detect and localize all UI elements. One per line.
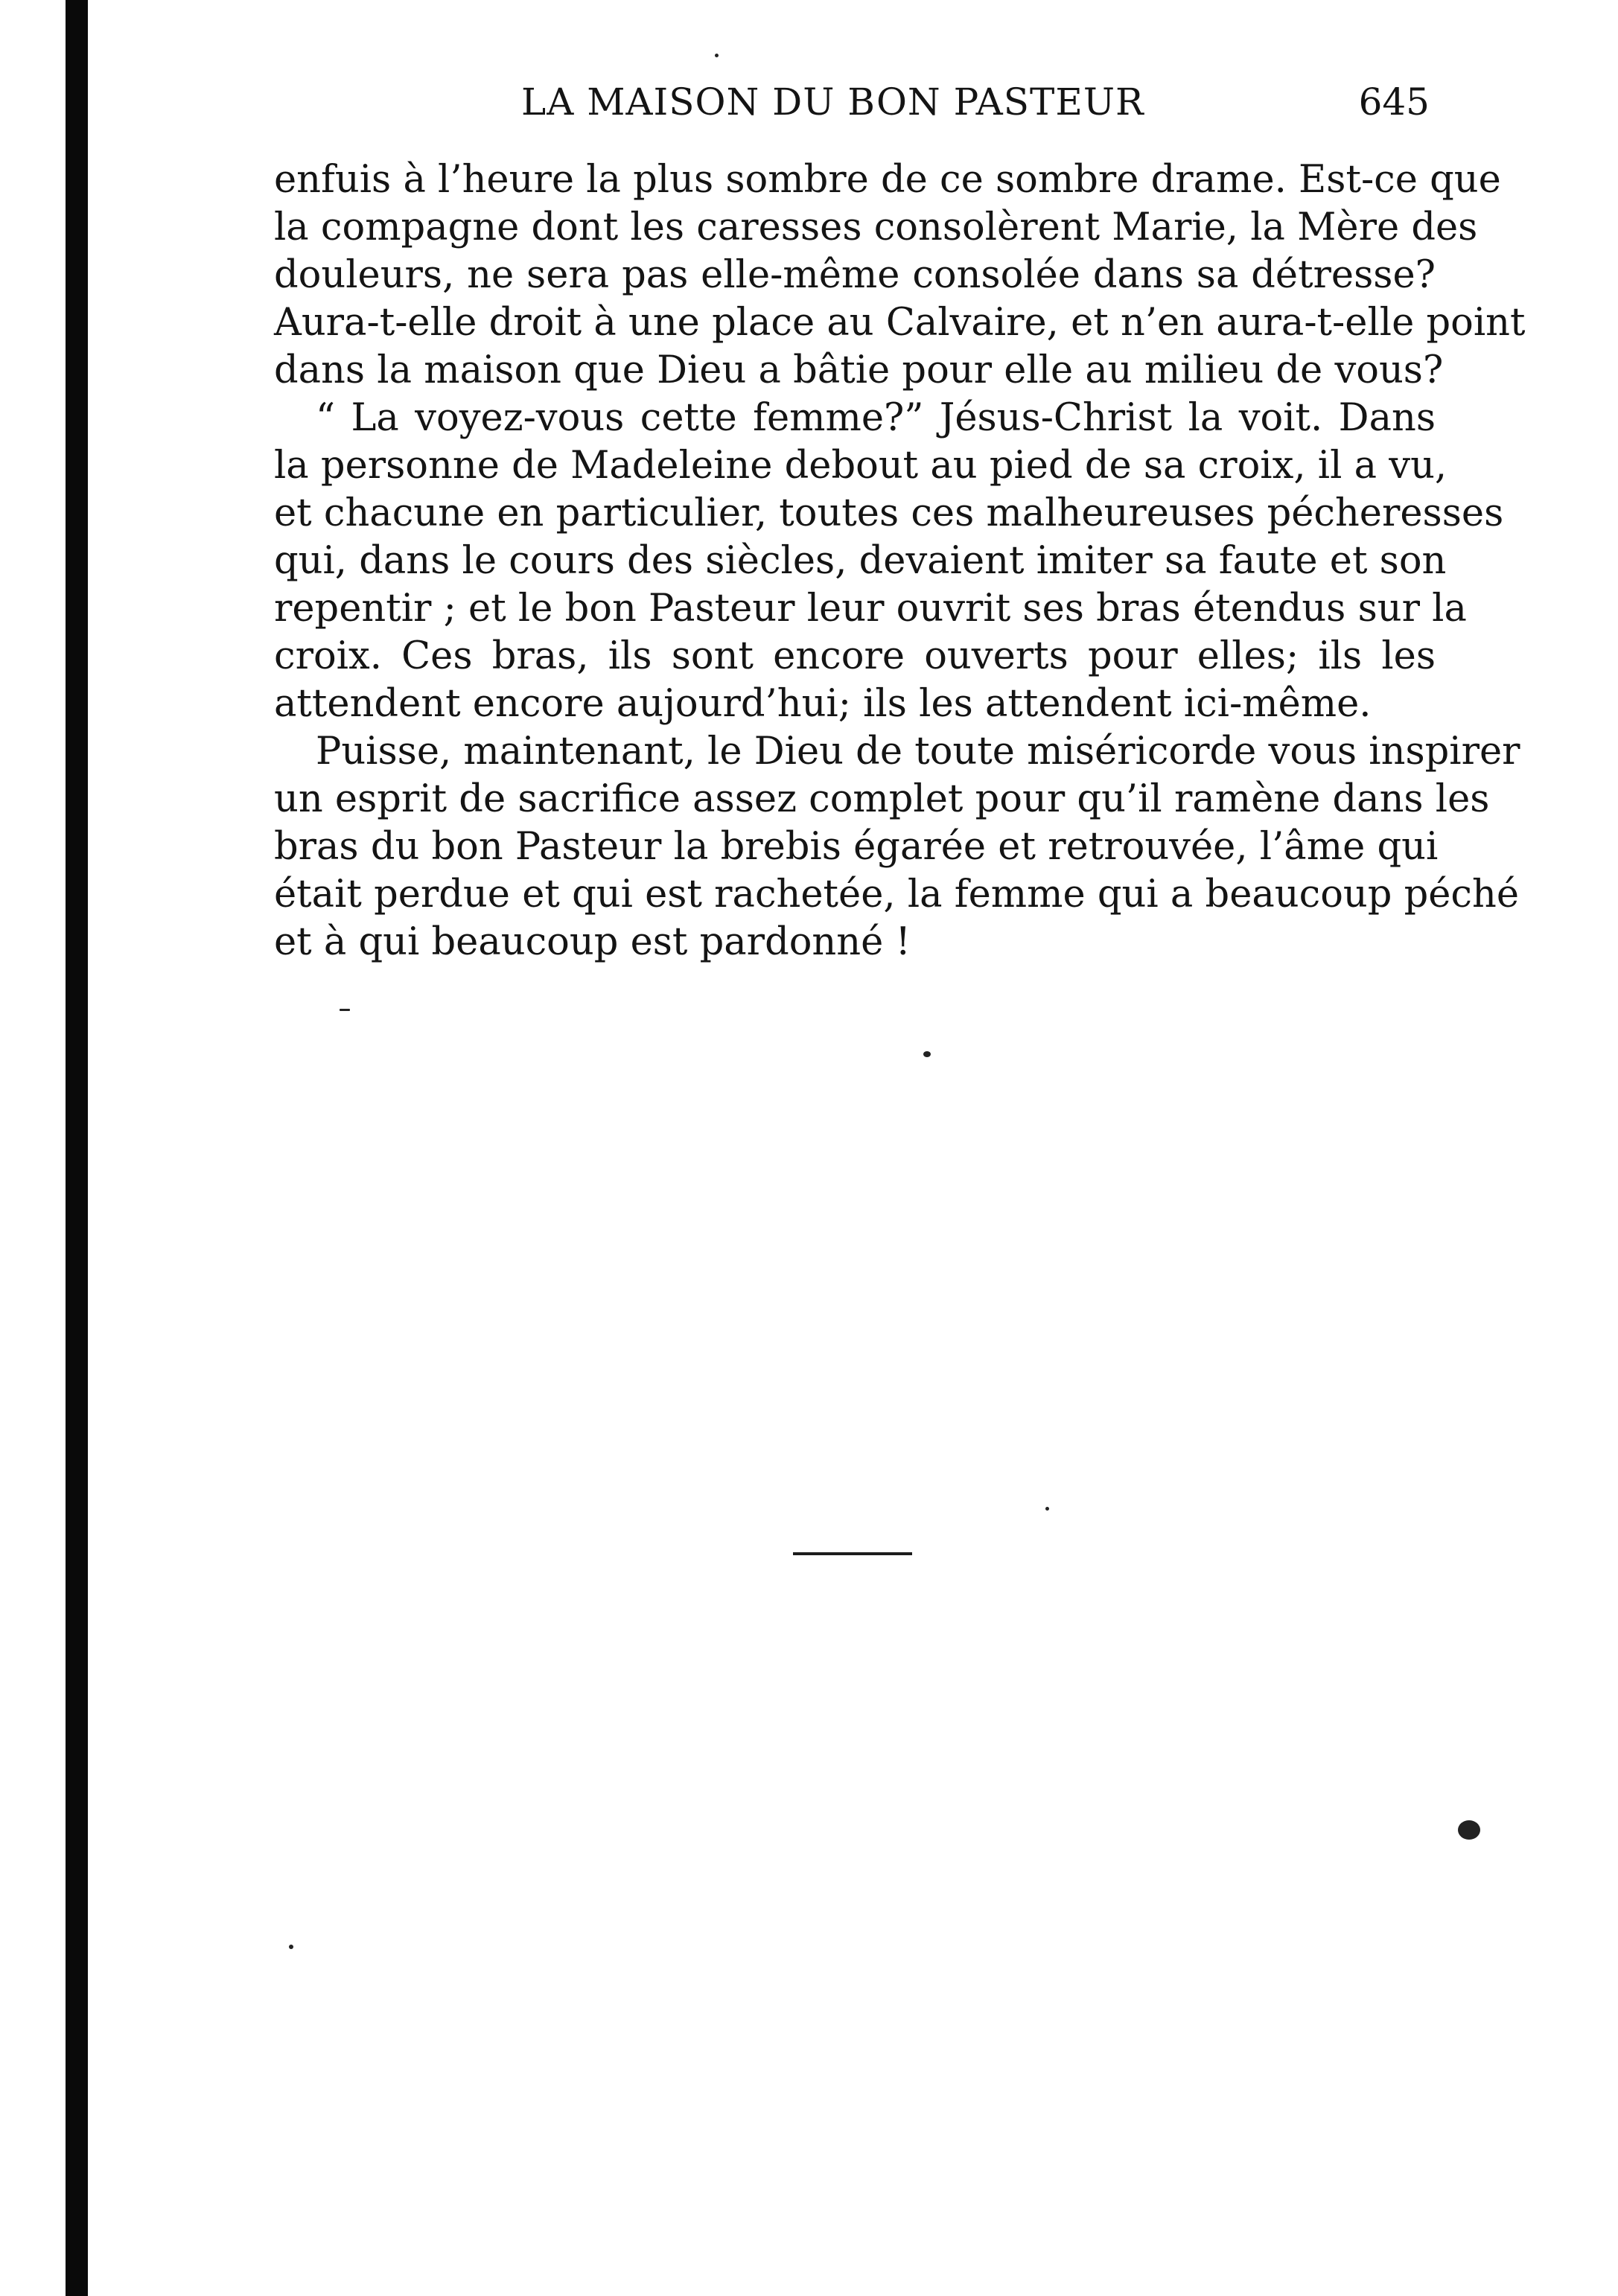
text-line: dans la maison que Dieu a bâtie pour elle au milieu de vous? [274, 348, 1444, 392]
text-line: et chacune en particulier, toutes ces malheureuses pécheresses [274, 491, 1504, 535]
text-line: un esprit de sacrifice assez complet pour qu’il ramène dans les [274, 777, 1490, 821]
running-head [268, 80, 1430, 133]
page-number: 645 [1358, 80, 1430, 124]
print-speck [340, 1009, 350, 1011]
print-speck [715, 54, 719, 57]
running-head-title: LA MAISON DU BON PASTEUR [521, 80, 1144, 124]
text-line: croix. Ces bras, ils sont encore ouverts pour elles; ils les [274, 634, 1436, 678]
text-line: bras du bon Pasteur la brebis égarée et retrouvée, l’âme qui [274, 825, 1439, 869]
print-speck [1458, 1820, 1480, 1840]
text-line: qui, dans le cours des siècles, devaient imiter sa faute et son [274, 539, 1447, 583]
print-speck [1045, 1507, 1049, 1511]
section-end-rule [793, 1552, 912, 1555]
text-line: enfuis à l’heure la plus sombre de ce sombre drame. Est-ce que [274, 158, 1501, 202]
print-speck [289, 1945, 293, 1949]
text-line: la personne de Madeleine debout au pied de sa croix, il a vu, [274, 444, 1447, 488]
text-line: douleurs, ne sera pas elle-même consolée dans sa détresse? [274, 253, 1436, 297]
text-line: Aura-t-elle droit à une place au Calvaire, et n’en aura-t-elle point [274, 301, 1526, 345]
text-line: était perdue et qui est rachetée, la femme qui a beaucoup péché [274, 873, 1520, 916]
text-line: la compagne dont les caresses consolèrent Marie, la Mère des [274, 205, 1478, 249]
text-line: repentir ; et le bon Pasteur leur ouvrit ses bras étendus sur la [274, 587, 1467, 631]
body-text [274, 156, 1526, 966]
text-line: attendent encore aujourd’hui; ils les attendent ici-même. [274, 682, 1372, 726]
print-speck [923, 1051, 931, 1057]
book-binding-edge [66, 0, 88, 2296]
text-line: Puisse, maintenant, le Dieu de toute miséricorde vous inspirer [316, 730, 1520, 774]
text-line: et à qui beaucoup est pardonné ! [274, 920, 911, 964]
text-line: “ La voyez-vous cette femme?” Jésus-Christ la voit. Dans [316, 396, 1436, 440]
